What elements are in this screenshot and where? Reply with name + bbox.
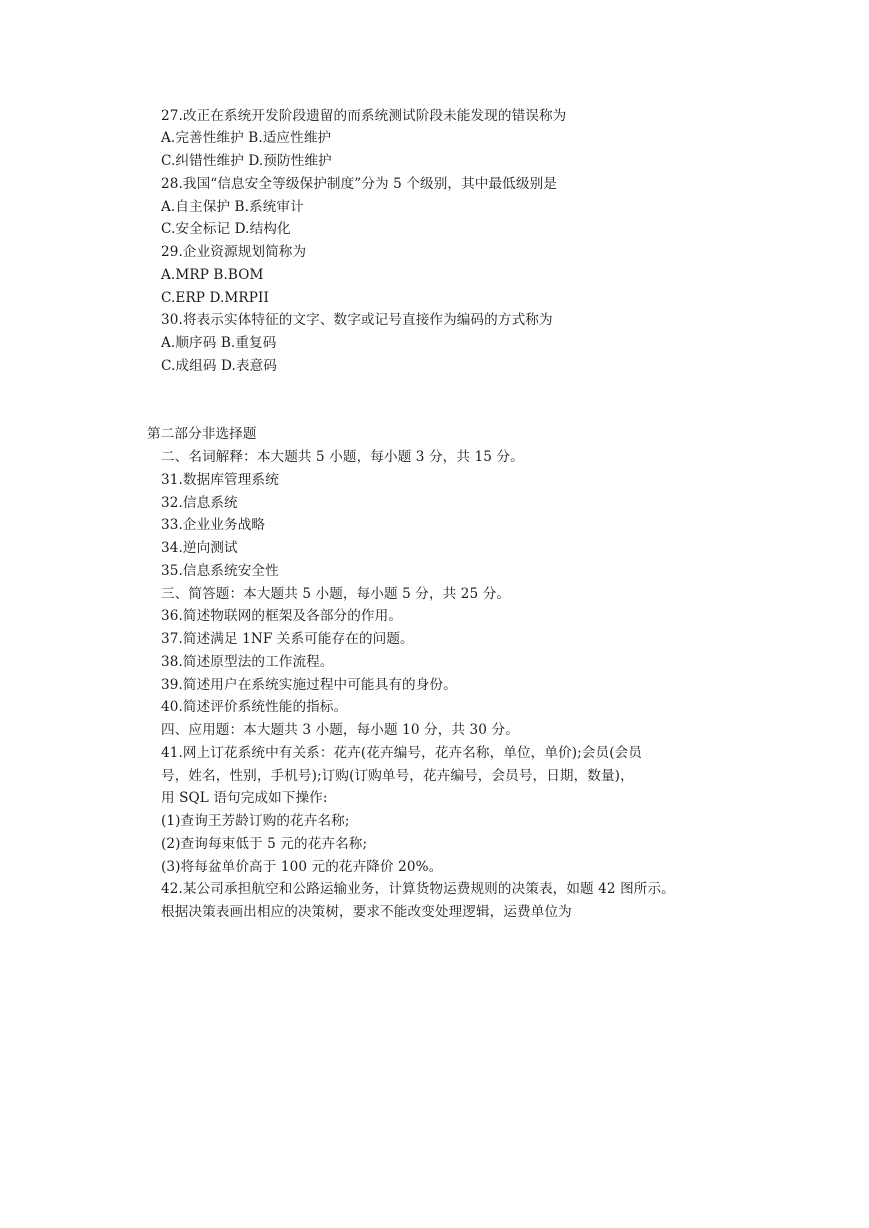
question-37: 37.简述满足 1NF 关系可能存在的问题。 bbox=[161, 631, 414, 647]
question-30-options-cd: C.成组码 D.表意码 bbox=[161, 358, 277, 374]
question-30: 30.将表示实体特征的文字、数字或记号直接作为编码的方式称为 bbox=[161, 312, 553, 328]
part-heading: 第二部分非选择题 bbox=[147, 426, 257, 442]
question-28: 28.我国“信息安全等级保护制度”分为 5 个级别，其中最低级别是 bbox=[161, 176, 557, 192]
question-41-line-2: 号，姓名，性别，手机号);订购(订购单号，花卉编号，会员号，日期，数量)， bbox=[161, 768, 634, 784]
question-41-item-3: (3)将每盆单价高于 100 元的花卉降价 20%。 bbox=[161, 859, 443, 875]
question-30-options-ab: A.顺序码 B.重复码 bbox=[161, 335, 277, 351]
question-41-item-1: (1)查询王芳龄订购的花卉名称; bbox=[161, 813, 350, 829]
question-41-line-3: 用 SQL 语句完成如下操作: bbox=[161, 790, 328, 806]
question-27-options-ab: A.完善性维护 B.适应性维护 bbox=[161, 130, 332, 146]
question-27: 27.改正在系统开发阶段遗留的而系统测试阶段未能发现的错误称为 bbox=[161, 108, 567, 124]
question-27-options-cd: C.纠错性维护 D.预防性维护 bbox=[161, 153, 332, 169]
question-40: 40.简述评价系统性能的指标。 bbox=[161, 699, 348, 715]
section-2-heading: 二、名词解释：本大题共 5 小题，每小题 3 分，共 15 分。 bbox=[161, 449, 524, 465]
question-29: 29.企业资源规划简称为 bbox=[161, 244, 307, 260]
question-32: 32.信息系统 bbox=[161, 495, 238, 511]
question-39: 39.简述用户在系统实施过程中可能具有的身份。 bbox=[161, 677, 457, 693]
question-41-line-1: 41.网上订花系统中有关系：花卉(花卉编号，花卉名称，单位，单价);会员(会员 bbox=[161, 745, 643, 761]
question-36: 36.简述物联网的框架及各部分的作用。 bbox=[161, 608, 403, 624]
question-33: 33.企业业务战略 bbox=[161, 517, 266, 533]
section-4-heading: 四、应用题：本大题共 3 小题，每小题 10 分，共 30 分。 bbox=[161, 722, 519, 738]
question-29-options-ab: A.MRP B.BOM bbox=[161, 267, 264, 283]
question-28-options-cd: C.安全标记 D.结构化 bbox=[161, 221, 291, 237]
question-42-line-2: 根据决策表画出相应的决策树，要求不能改变处理逻辑，运费单位为 bbox=[161, 904, 572, 920]
question-38: 38.简述原型法的工作流程。 bbox=[161, 654, 334, 670]
question-34: 34.逆向测试 bbox=[161, 540, 238, 556]
question-41-item-2: (2)查询每束低于 5 元的花卉名称; bbox=[161, 836, 368, 852]
question-42-line-1: 42.某公司承担航空和公路运输业务，计算货物运费规则的决策表，如题 42 图所示。 bbox=[161, 881, 675, 897]
question-28-options-ab: A.自主保护 B.系统审计 bbox=[161, 199, 304, 215]
question-29-options-cd: C.ERP D.MRPII bbox=[161, 290, 269, 306]
question-35: 35.信息系统安全性 bbox=[161, 563, 279, 579]
question-31: 31.数据库管理系统 bbox=[161, 472, 279, 488]
section-3-heading: 三、简答题：本大题共 5 小题，每小题 5 分，共 25 分。 bbox=[161, 586, 511, 602]
